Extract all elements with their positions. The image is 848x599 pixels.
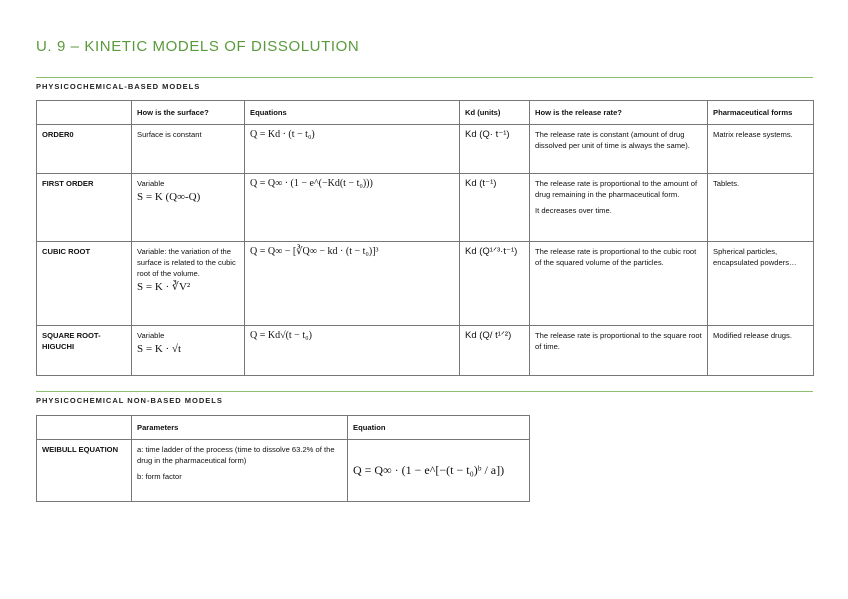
kd-cell xyxy=(460,242,530,326)
page-title: U. 9 – KINETIC MODELS OF DISSOLUTION xyxy=(36,38,360,55)
forms-cell: Tablets. xyxy=(708,174,814,242)
header-cell xyxy=(37,416,132,440)
surface-cell xyxy=(132,174,245,242)
rate-text: The release rate is proportional to the square root of time. xyxy=(535,331,702,351)
kd-units: Kd (t⁻¹) xyxy=(465,178,497,189)
row-name: FIRST ORDER xyxy=(37,174,132,242)
title-divider xyxy=(36,77,813,78)
forms-cell: Matrix release systems. xyxy=(708,125,814,174)
surface-cell xyxy=(132,125,245,174)
rate-cell xyxy=(530,125,708,174)
table-row xyxy=(37,125,814,174)
kd-cell xyxy=(460,174,530,242)
surface-text: Variable xyxy=(137,331,165,340)
section-heading-based: PHYSICOCHEMICAL-BASED MODELS xyxy=(36,82,201,91)
surface-equation: S = K · ∛V² xyxy=(137,281,191,293)
equation-cell xyxy=(245,125,460,174)
parameters-cell xyxy=(132,440,348,502)
surface-text: Variable xyxy=(137,179,165,188)
table-row xyxy=(37,326,814,376)
param-b: b: form factor xyxy=(137,472,182,481)
non-based-models-table xyxy=(36,415,530,502)
rate-cell xyxy=(530,242,708,326)
row-name: WEIBULL EQUATION xyxy=(37,440,132,502)
section-heading-non-based: PHYSICOCHEMICAL NON-BASED MODELS xyxy=(36,396,223,405)
header-cell: Kd (units) xyxy=(460,101,530,125)
equation: Q = Q∞ − [∛Q∞ − kd · (t − t₀)]³ xyxy=(250,246,379,257)
kd-units: Kd (Q¹ᐟ³·t⁻¹) xyxy=(465,246,518,257)
forms-cell: Modified release drugs. xyxy=(708,326,814,376)
forms-cell: Spherical particles, encapsulated powders… xyxy=(708,242,814,326)
surface-text: Surface is constant xyxy=(137,130,202,139)
equation-cell xyxy=(245,174,460,242)
equation-cell xyxy=(348,440,530,502)
surface-equation: S = K (Q∞-Q) xyxy=(137,191,201,203)
kd-cell xyxy=(460,125,530,174)
row-name: CUBIC ROOT xyxy=(37,242,132,326)
table-header-row xyxy=(37,416,530,440)
rate-text: The release rate is constant (amount of drug dissolved per unit of time is always the same). xyxy=(535,130,690,150)
header-cell: Pharmaceutical forms xyxy=(708,101,814,125)
based-models-table xyxy=(36,100,814,376)
surface-equation: S = K · √t xyxy=(137,343,182,355)
surface-cell xyxy=(132,326,245,376)
weibull-equation: Q = Q∞ · (1 − e^[−(t − t₀)ᵇ / a]) xyxy=(353,462,505,477)
rate-text: The release rate is proportional to the amount of drug remaining in the pharmaceutical form. xyxy=(535,179,698,199)
header-cell: Parameters xyxy=(132,416,348,440)
kd-units: Kd (Q· t⁻¹) xyxy=(465,129,510,140)
rate-cell xyxy=(530,326,708,376)
equation-cell xyxy=(245,326,460,376)
header-cell: How is the surface? xyxy=(132,101,245,125)
table-header-row xyxy=(37,101,814,125)
surface-cell xyxy=(132,242,245,326)
kd-units: Kd (Q/ t¹ᐟ²) xyxy=(465,330,512,341)
row-name: SQUARE ROOT-HIGUCHI xyxy=(37,326,132,376)
row-name: ORDER0 xyxy=(37,125,132,174)
header-cell xyxy=(37,101,132,125)
table-row xyxy=(37,440,530,502)
surface-text: Variable: the variation of the surface is related to the cubic root of the volume. xyxy=(137,247,236,278)
equation: Q = Kd√(t − t₀) xyxy=(250,330,312,341)
table-row xyxy=(37,242,814,326)
header-cell: Equation xyxy=(348,416,530,440)
kd-cell xyxy=(460,326,530,376)
rate-text-2: It decreases over time. xyxy=(535,206,612,215)
header-cell: Equations xyxy=(245,101,460,125)
equation: Q = Q∞ · (1 − e^(−Kd(t − t₀))) xyxy=(250,178,373,189)
rate-text: The release rate is proportional to the cubic root of the squared volume of the particles. xyxy=(535,247,697,267)
param-a: a: time ladder of the process (time to dissolve 63.2% of the drug in the pharmaceutical form) xyxy=(137,445,335,465)
equation: Q = Kd · (t − t₀) xyxy=(250,129,315,140)
rate-cell xyxy=(530,174,708,242)
table-row xyxy=(37,174,814,242)
section-divider xyxy=(36,391,813,392)
equation-cell xyxy=(245,242,460,326)
header-cell: How is the release rate? xyxy=(530,101,708,125)
